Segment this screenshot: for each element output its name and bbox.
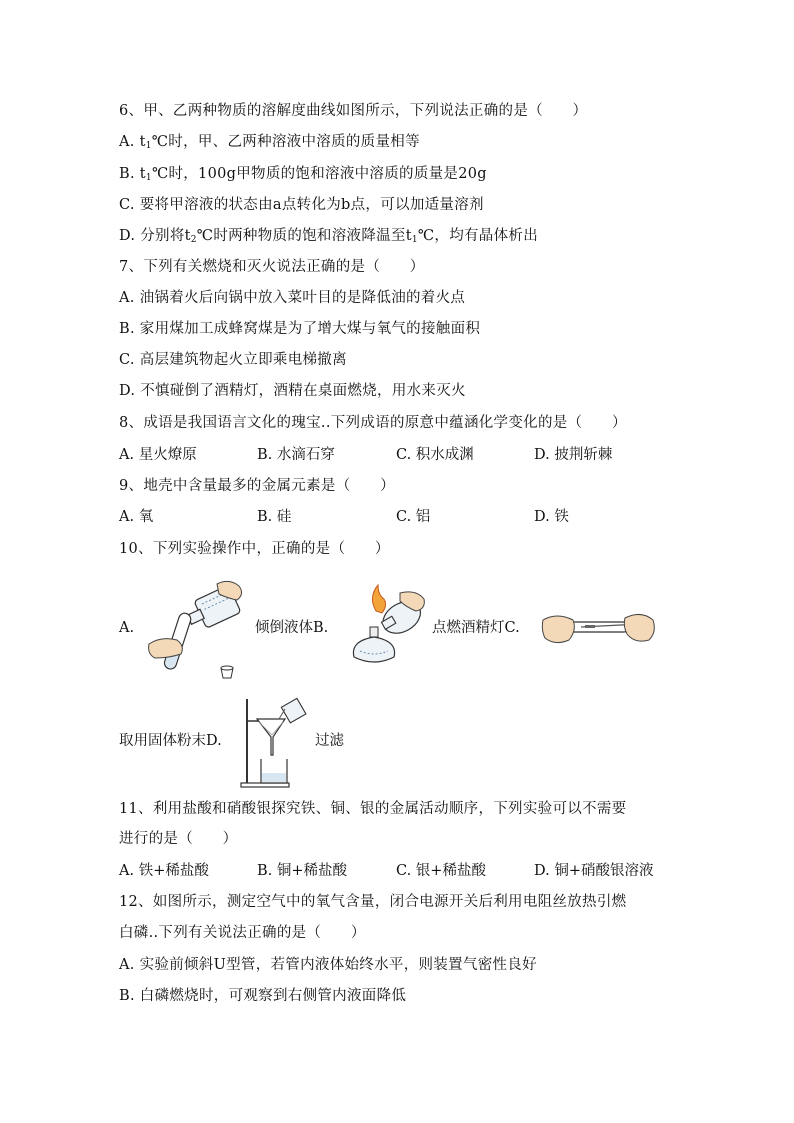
q7-option-a: A. 油锅着火后向锅中放入菜叶目的是降低油的着火点 — [119, 290, 466, 306]
q7-option-c: C. 高层建筑物起火立即乘电梯撤离 — [119, 352, 347, 368]
q10-option-a-label: A. — [119, 620, 135, 636]
filtration-illustration — [239, 697, 309, 789]
q9-option-d: D. 铁 — [534, 509, 569, 525]
q8-option-c: C. 积水成渊 — [396, 447, 474, 463]
q7-stem: 7、下列有关燃烧和灭火说法正确的是（ ） — [119, 259, 425, 275]
q12-option-a: A. 实验前倾斜U型管，若管内液体始终水平，则装置气密性良好 — [119, 957, 537, 973]
q10-option-c-text: 取用固体粉末D. — [119, 733, 222, 749]
q8-option-a: A. 星火燎原 — [119, 447, 197, 463]
q7-option-b: B. 家用煤加工成蜂窝煤是为了增大煤与氧气的接触面积 — [119, 321, 481, 337]
q12-option-b: B. 白磷燃烧时，可观察到右侧管内液面降低 — [119, 988, 407, 1004]
q9-option-b: B. 硅 — [257, 509, 292, 525]
q11-option-b: B. 铜+稀盐酸 — [257, 863, 348, 879]
q12-stem-line1: 12、如图所示，测定空气中的氧气含量，闭合电源开关后利用电阻丝放热引燃 — [119, 894, 627, 910]
q9-stem: 9、地壳中含量最多的金属元素是（ ） — [119, 478, 395, 494]
q8-stem: 8、成语是我国语言文化的瑰宝..下列成语的原意中蕴涵化学变化的是（ ） — [119, 415, 627, 431]
q10-option-a-text: 倾倒液体B. — [255, 620, 329, 636]
q6-stem: 6、甲、乙两种物质的溶解度曲线如图所示，下列说法正确的是（ ） — [119, 103, 588, 119]
q8-option-d: D. 披荆斩棘 — [534, 447, 613, 463]
q10-stem: 10、下列实验操作中，正确的是（ ） — [119, 541, 390, 557]
q6-option-b: B. $t_1℃$时，100g甲物质的饱和溶液中溶质的质量是20g — [119, 166, 487, 183]
q11-option-c: C. 银+稀盐酸 — [396, 863, 486, 879]
q7-option-d: D. 不慎碰倒了酒精灯，酒精在桌面燃烧，用水来灭火 — [119, 383, 466, 399]
q11-option-a: A. 铁+稀盐酸 — [119, 863, 209, 879]
pouring-liquid-illustration — [147, 578, 249, 684]
q10-option-d-text: 过滤 — [315, 733, 344, 749]
q6-option-c: C. 要将甲溶液的状态由a点转化为b点，可以加适量溶剂 — [119, 197, 484, 213]
q10-option-b-text: 点燃酒精灯C. — [432, 620, 520, 636]
q8-option-b: B. 水滴石穿 — [257, 447, 335, 463]
solid-powder-illustration — [541, 608, 656, 650]
q6-option-d: D. 分别将$t_2℃$时两种物质的饱和溶液降温至$t_1℃$，均有晶体析出 — [119, 228, 538, 245]
q9-option-a: A. 氧 — [119, 509, 154, 525]
q11-stem-line2: 进行的是（ ） — [119, 831, 238, 847]
q6-option-a: A. $t_1℃$时，甲、乙两种溶液中溶质的质量相等 — [119, 134, 420, 151]
q9-option-c: C. 铝 — [396, 509, 431, 525]
q12-stem-line2: 白磷..下列有关说法正确的是（ ） — [119, 925, 366, 941]
alcohol-lamp-illustration — [340, 583, 432, 669]
q11-stem-line1: 11、利用盐酸和硝酸银探究铁、铜、银的金属活动顺序，下列实验可以不需要 — [119, 801, 627, 817]
q11-option-d: D. 铜+硝酸银溶液 — [534, 863, 654, 879]
